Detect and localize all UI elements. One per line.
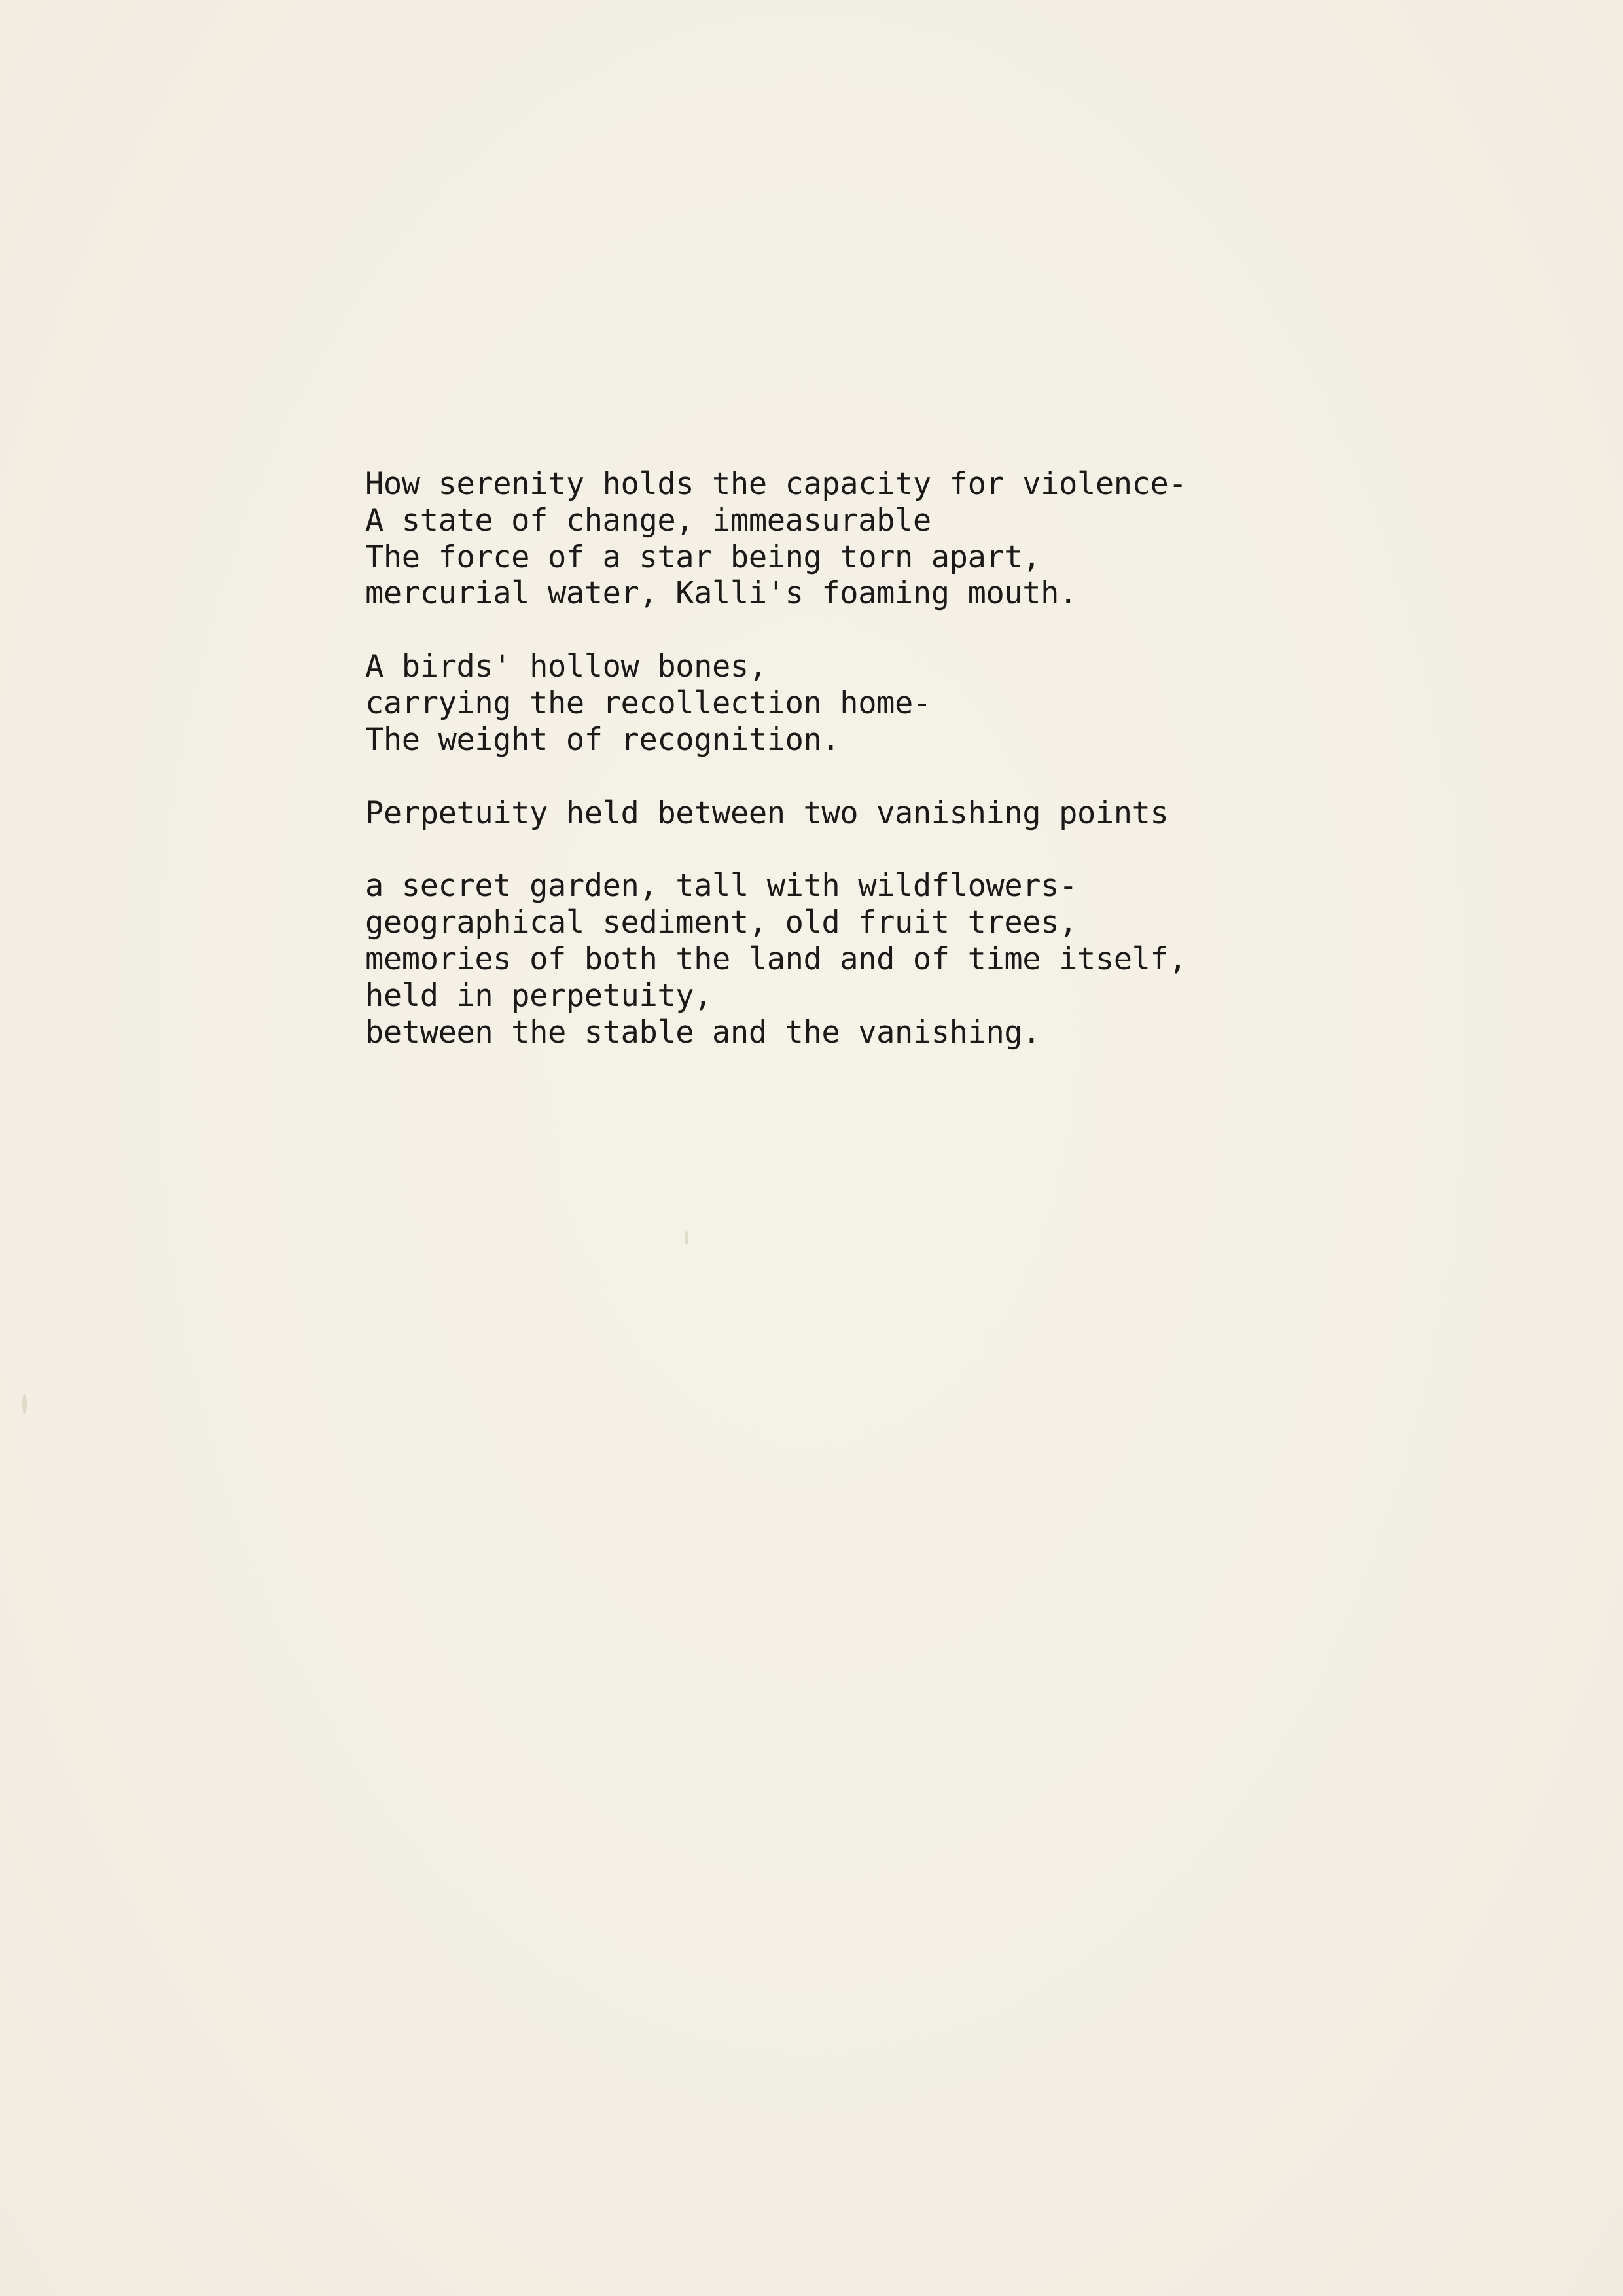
poem-line: A birds' hollow bones, — [365, 649, 767, 685]
poem-line: mercurial water, Kalli's foaming mouth. — [365, 575, 1077, 612]
poem-line: How serenity holds the capacity for violence- — [365, 466, 1187, 502]
poem-line: between the stable and the vanishing. — [365, 1014, 1041, 1050]
poem-line: carrying the recollection home- — [365, 685, 931, 721]
poem-line: A state of change, immeasurable — [365, 502, 931, 539]
poem-line: a secret garden, tall with wildflowers- — [365, 868, 1077, 905]
poem-stanza — [365, 868, 1543, 1050]
paper-speck — [685, 1230, 688, 1245]
poem-line: Perpetuity held between two vanishing points — [365, 795, 1169, 831]
poem-stanza — [365, 466, 1543, 612]
poem-stanza — [365, 649, 1543, 758]
poem-line: geographical sediment, old fruit trees, — [365, 905, 1077, 941]
poem-line: The force of a star being torn apart, — [365, 539, 1041, 575]
poem-line: The weight of recognition. — [365, 721, 840, 758]
poem-stanza — [365, 795, 1543, 832]
paper-speck — [22, 1394, 27, 1414]
poem-text — [365, 466, 1543, 1050]
poem-line: held in perpetuity, — [365, 977, 713, 1014]
poem-line: memories of both the land and of time itself, — [365, 941, 1187, 977]
